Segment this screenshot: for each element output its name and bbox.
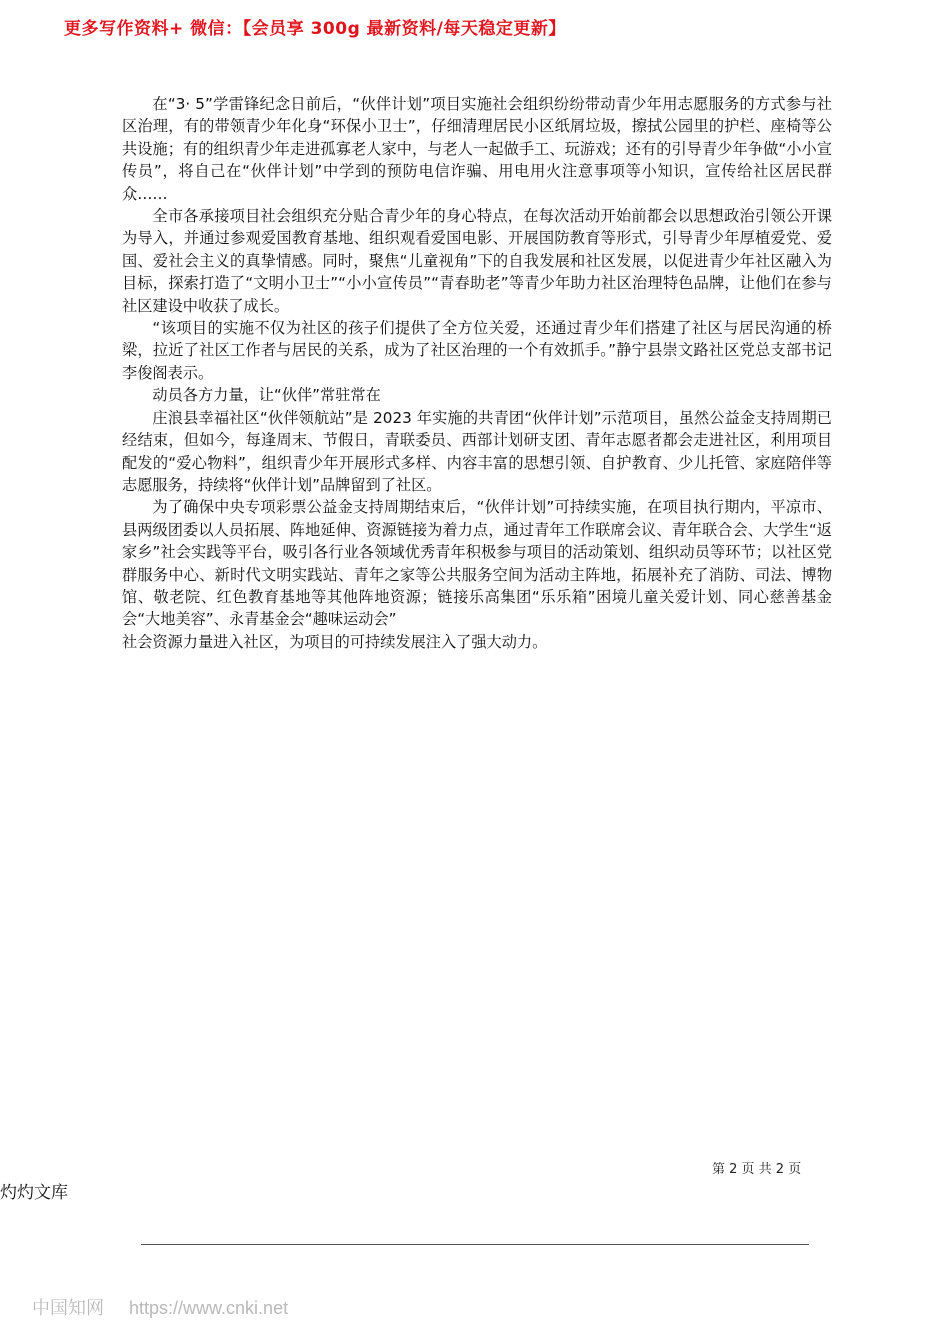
watermark-brand: 中国知网	[32, 1298, 104, 1318]
paragraph: 庄浪县幸福社区“伙伴领航站”是 2023 年实施的共青团“伙伴计划”示范项目，虽然公益金支持周期已经结束，但如今，每逢周末、节假日，青联委员、西部计划研支团、青年志愿者都会走进社区，利用项目配发的“爱心物料”，组织青少年开展形式多样、内容丰富的思想引领、自护教育、少儿托管、家庭陪伴等志愿服务，持续将“伙伴计划”品牌留到了社区。	[122, 408, 832, 494]
paragraph: “该项目的实施不仅为社区的孩子们提供了全方位关爱，还通过青少年们搭建了社区与居民沟通的桥梁，拉近了社区工作者与居民的关系，成为了社区治理的一个有效抓手。”静宁县崇文路社区党总支部书记李俊阁表示。	[122, 319, 832, 382]
section-heading: 动员各方力量，让“伙伴”常驻常在	[152, 386, 381, 405]
cnki-watermark	[32, 1294, 288, 1320]
footer-divider	[141, 1244, 809, 1245]
page-number: 第 2 页 共 2 页	[712, 1162, 802, 1177]
paragraph: 在“3· 5”学雷锋纪念日前后，“伙伴计划”项目实施社会组织纷纷带动青少年用志愿服务的方式参与社区治理，有的带领青少年化身“环保小卫士”，仔细清理居民小区纸屑垃圾，擦拭公园里的护栏、座椅等公共设施；有的组织青少年走进孤寡老人家中，与老人一起做手工、玩游戏；还有的引导青少年争做“小小宣传员”，将自己在“伙伴计划”中学到的预防电信诈骗、用电用火注意事项等小知识，宣传给社区居民群众……	[122, 95, 832, 203]
paragraph: 全市各承接项目社会组织充分贴合青少年的身心特点，在每次活动开始前都会以思想政治引领公开课为导入，并通过参观爱国教育基地、组织观看爱国电影、开展国防教育等形式，引导青少年厚植爱党、爱国、爱社会主义的真挚情感。同时，聚焦“儿童视角”下的自我发展和社区发展，以促进青少年社区融入为目标，探索打造了“文明小卫士”“小小宣传员”“青春助老”等青少年助力社区治理特色品牌，让他们在参与社区建设中收获了成长。	[122, 207, 832, 315]
paragraph: 为了确保中央专项彩票公益金支持周期结束后，“伙伴计划”可持续实施，在项目执行期内，平凉市、县两级团委以人员拓展、阵地延伸、资源链接为着力点，通过青年工作联席会议、青年联合会、大学生“返家乡”社会实践等平台，吸引各行业各领域优秀青年积极参与项目的活动策划、组织动员等环节；以社区党群服务中心、新时代文明实践站、青年之家等公共服务空间为活动主阵地，拓展补充了消防、司法、博物馆、敬老院、红色教育基地等其他阵地资源；链接乐高集团“乐乐箱”困境儿童关爱计划、同心慈善基金会“大地美容”、永青基金会“趣味运动会”	[122, 498, 832, 629]
paragraph-continuation: 社会资源力量进入社区，为项目的可持续发展注入了强大动力。	[122, 632, 548, 651]
promo-banner: 更多写作资料+ 微信：【会员享 300g 最新资料/每天稳定更新】	[64, 19, 566, 39]
watermark-url: https://www.cnki.net	[129, 1298, 289, 1318]
article-body	[122, 93, 832, 653]
library-name: 灼灼文库	[0, 1183, 68, 1203]
